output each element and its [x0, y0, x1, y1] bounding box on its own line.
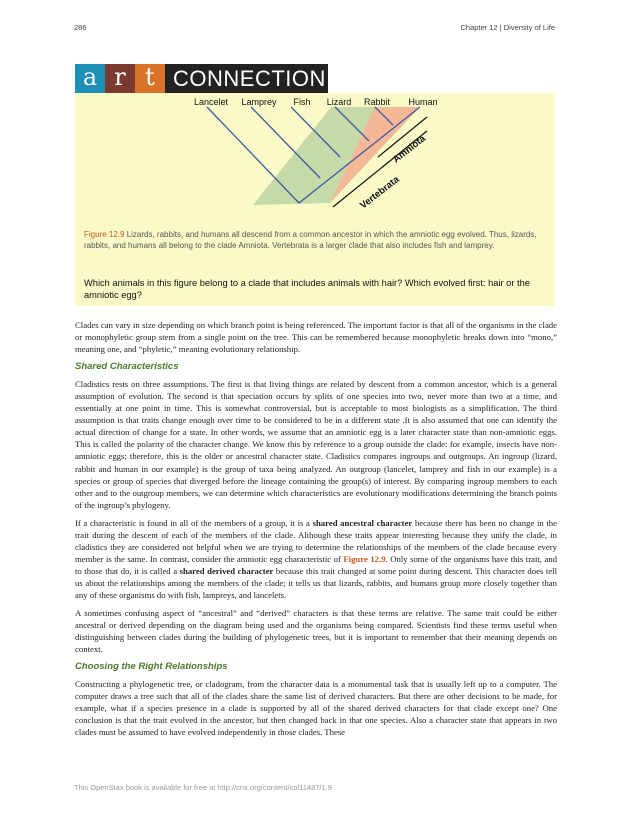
taxon-lancelet: Lancelet [193, 97, 229, 107]
text-run: . Only some of the organisms have this trait, and to those that do, it is called a [75, 553, 558, 576]
paragraph-cladistics: Cladistics rests on three assumptions. The first is that living things are related by descent from a common ancestor, which is a general assumption of evolution. The second is that speciation occurs by splits of one species into two, never more than two at a time, and essentially at one point in time. This is somewhat controversial, but is acceptable to most biologists as a simplification. The third assumption is that traits change enough over time to be considered to be in a different state .It is also assumed that one can identify the actual direction of change for a state. In other words, we assume that an amniotic egg is a later character state than non-amniotic eggs. This is called the polarity of the character change. We know this by reference to a group outside the clade: for example, insects have non-amniotic eggs; therefore, this is the older or ancestral character state. Cladistics compares ingroups and outgroups. An ingroup (lizard, rabbit and human in our example) is the group of taxa being analyzed. An outgroup (lancelet, lamprey and fish in our example) is a species or group of species that diverged before the lineage containing the group(s) of interest. By comparing ingroup members to each other and to the outgroup members, we can determine which characteristics are evolutionary modifications determining the branch points of the ingroup’s phylogeny. [75, 379, 557, 510]
paragraph-clades: Clades can vary in size depending on which branch point is being referenced. The important factor is that all of the organisms in the clade or monophyletic group stem from a single point on the tree. This can be remembered because monophyletic breaks down into “mono,” meaning one, and “phyletic,” meaning evolutionary relationship. [75, 320, 557, 355]
logo-letter-r: r [105, 64, 135, 93]
text-run: because this trait changed at some point during descent. This character does tell us about the relationships among the members of the clade; it tells us that lizards, rabbits, and humans group more closely together than any of these organisms do with fish, lampreys, and lancelets. [75, 565, 558, 600]
heading-choosing-relationships: Choosing the Right Relationships [75, 661, 228, 673]
taxon-labels [194, 97, 438, 107]
term-shared-ancestral-character: shared ancestral character [312, 517, 413, 528]
page-number: 286 [74, 23, 87, 32]
figure-link[interactable]: Figure 12.9 [343, 553, 386, 564]
taxon-human: Human [408, 97, 438, 107]
heading-shared-characteristics: Shared Characteristics [75, 361, 179, 373]
figure-caption-label: Figure 12.9 [84, 230, 125, 239]
footer-note: This OpenStax book is available for free at http://cnx.org/content/col11487/1.9 [74, 783, 332, 792]
text-run: If a characteristic is found in all of the members of a group, it is a [75, 517, 313, 528]
amniota-label: Amniota [391, 133, 428, 166]
paragraph-relative-terms: A sometimes confusing aspect of “ancestral” and “derived” characters is that these terms are relative. The same trait could be either ancestral or derived depending on the diagram being used and the organisms being compared. Scientists find these terms useful when distinguishing between clades during the building of phylogenetic trees, but it is important to remember that their meaning depends on context. [75, 608, 557, 655]
branch-lancelet [207, 107, 299, 203]
taxon-rabbit: Rabbit [363, 97, 391, 107]
paragraph-shared-characters [75, 517, 557, 601]
logo-letter-t: t [135, 64, 165, 93]
vertebrata-label: Vertebrata [358, 174, 402, 212]
text-run: because there has been no change in the trait during the descent of each of the members of the clade. Although these traits appear interesting because they unify the clade, in cladistics they are considered not helpful when we are trying to determine the relationships of the members of the clade because every member is the same. In contrast, consider the amniotic egg characteristic of [75, 517, 557, 564]
art-connection-box [75, 93, 555, 306]
cladogram [75, 93, 555, 306]
taxon-fish: Fish [293, 97, 311, 107]
figure-caption [84, 229, 546, 251]
taxon-lizard: Lizard [326, 97, 352, 107]
body-text [75, 319, 557, 745]
term-shared-derived-character: shared derived character [179, 565, 274, 576]
art-connection-logo [75, 64, 328, 93]
taxon-lamprey: Lamprey [241, 97, 277, 107]
figure-caption-text: Lizards, rabbits, and humans all descend from a common ancestor in which the amniotic egg evolved. Thus, lizards, rabbits, and humans all belong to the clade Amniota. Vertebrata is a larger clade that also includes fish and lamprey. [84, 230, 537, 250]
chapter-title: Chapter 12 | Diversity of Life [460, 23, 555, 32]
art-connection-question: Which animals in this figure belong to a clade that includes animals with hair? Which evolved first: hair or the amniotic egg? [84, 278, 530, 300]
logo-word: CONNECTION [165, 64, 328, 93]
logo-letter-a: a [75, 64, 105, 93]
paragraph-constructing-tree: Constructing a phylogenetic tree, or cladogram, from the character data is a monumental task that is usually left up to a computer. The computer draws a tree such that all of the clades share the same list of derived characters. But there are other decisions to be made, for example, what if a species presence in a clade is supported by all of the shared derived characters for that clade except one? One conclusion is that the trait evolved in the ancestor, but then changed back in that one species. Also a character state that appears in two clades must be assumed to have evolved independently in those clades. These [75, 679, 557, 738]
